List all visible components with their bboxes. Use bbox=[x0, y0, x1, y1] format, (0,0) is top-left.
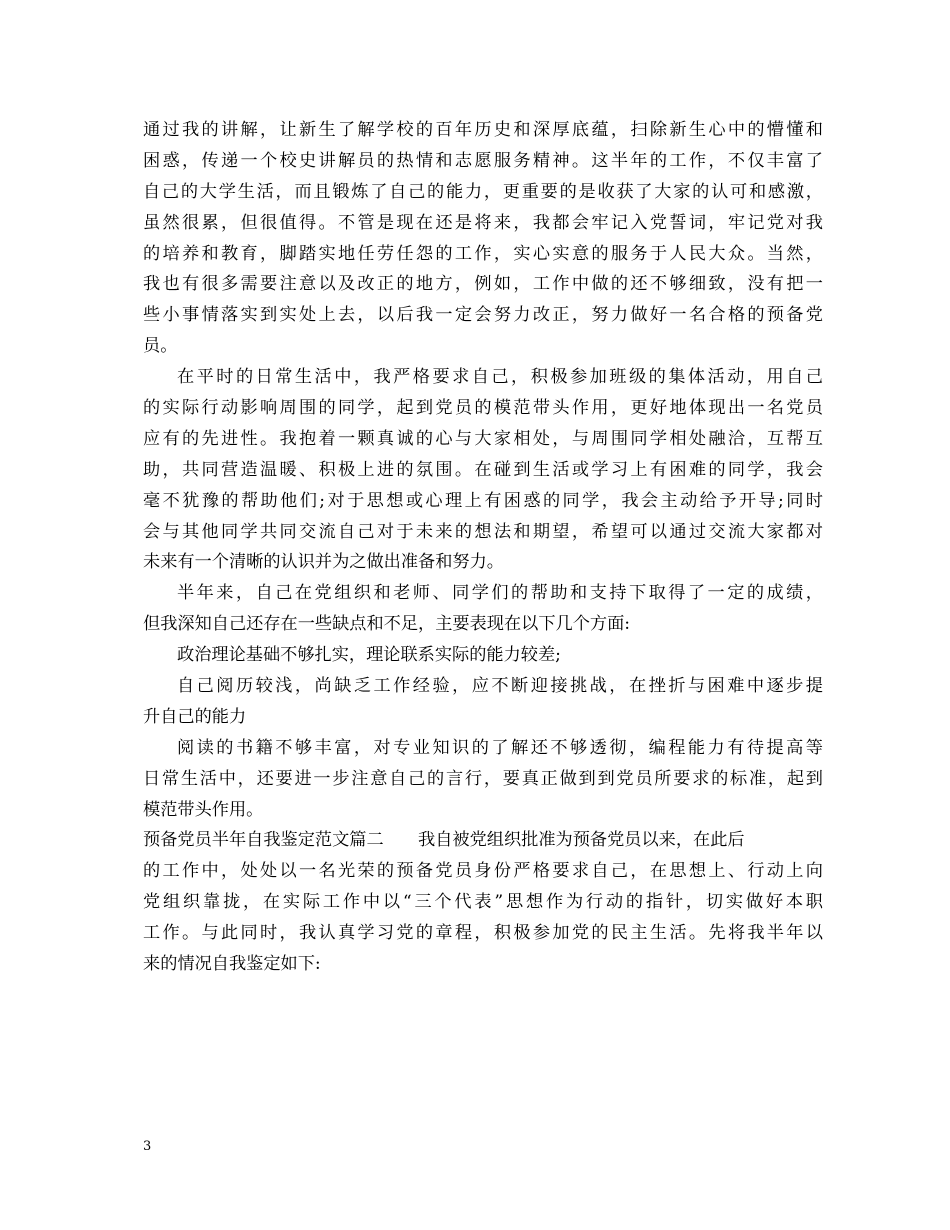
document-body bbox=[143, 115, 823, 980]
text-line: 应有的先进性。我抱着一颗真诚的心与大家相处，与周围同学相处融洽，互帮互 bbox=[143, 428, 823, 449]
text-line: 未来有一个清晰的认识并为之做出准备和努力。 bbox=[143, 552, 504, 573]
text-line: 毫不犹豫的帮助他们;对于思想或心理上有困惑的同学，我会主动给予开导;同时 bbox=[143, 490, 823, 511]
text-line: 来的情况自我鉴定如下: bbox=[143, 954, 321, 975]
text-line: 员。 bbox=[143, 336, 178, 357]
text-line: 虽然很累，但很值得。不管是现在还是将来，我都会牢记入党誓词，牢记党对我 bbox=[143, 212, 823, 233]
page-number: 3 bbox=[143, 1139, 152, 1154]
paragraph-first-line: 政治理论基础不够扎实，理论联系实际的能力较差; bbox=[177, 645, 561, 666]
text-line: 自己的大学生活，而且锻炼了自己的能力，更重要的是收获了大家的认可和感激， bbox=[143, 181, 823, 202]
text-line: 我也有很多需要注意以及改正的地方，例如，工作中做的还不够细致，没有把一 bbox=[143, 274, 823, 295]
text-line: 日常生活中，还要进一步注意自己的言行，要真正做到到党员所要求的标准，起到 bbox=[143, 768, 823, 789]
text-line: 的实际行动影响周围的同学，起到党员的模范带头作用，更好地体现出一名党员 bbox=[143, 398, 823, 419]
text-line: 困惑，传递一个校史讲解员的热情和志愿服务精神。这半年的工作，不仅丰富了 bbox=[143, 150, 823, 171]
text-line: 但我深知自己还存在一些缺点和不足，主要表现在以下几个方面: bbox=[143, 614, 631, 635]
paragraph-first-line: 半年来，自己在党组织和老师、同学们的帮助和支持下取得了一定的成绩， bbox=[177, 583, 823, 604]
text-line: 通过我的讲解，让新生了解学校的百年历史和深厚底蕴，扫除新生心中的懵懂和 bbox=[143, 120, 823, 140]
text-line: 的工作中，处处以一名光荣的预备党员身份严格要求自己，在思想上、行动上向 bbox=[143, 861, 823, 882]
text-line: 模范带头作用。 bbox=[143, 799, 264, 820]
text-line: 些小事情落实到实处上去，以后我一定会努力改正，努力做好一名合格的预备党 bbox=[143, 305, 823, 326]
text-line: 党组织靠拢，在实际工作中以“三个代表”思想作为行动的指针，切实做好本职 bbox=[143, 892, 823, 913]
section-heading-line: 预备党员半年自我鉴定范文篇二 我自被党组织批准为预备党员以来，在此后 bbox=[143, 830, 745, 851]
text-line: 助，共同营造温暖、积极上进的氛围。在碰到生活或学习上有困难的同学，我会 bbox=[143, 459, 823, 480]
text-line: 升自己的能力 bbox=[143, 706, 247, 727]
text-line: 的培养和教育，脚踏实地任劳任怨的工作，实心实意的服务于人民大众。当然， bbox=[143, 243, 823, 264]
paragraph-first-line: 自己阅历较浅，尚缺乏工作经验，应不断迎接挑战，在挫折与困难中逐步提 bbox=[177, 676, 823, 697]
paragraph-first-line: 阅读的书籍不够丰富，对专业知识的了解还不够透彻，编程能力有待提高等 bbox=[177, 737, 823, 758]
paragraph-first-line: 在平时的日常生活中，我严格要求自己，积极参加班级的集体活动，用自己 bbox=[177, 367, 823, 388]
text-line: 会与其他同学共同交流自己对于未来的想法和期望，希望可以通过交流大家都对 bbox=[143, 521, 823, 542]
text-line: 工作。与此同时，我认真学习党的章程，积极参加党的民主生活。先将我半年以 bbox=[143, 923, 823, 944]
